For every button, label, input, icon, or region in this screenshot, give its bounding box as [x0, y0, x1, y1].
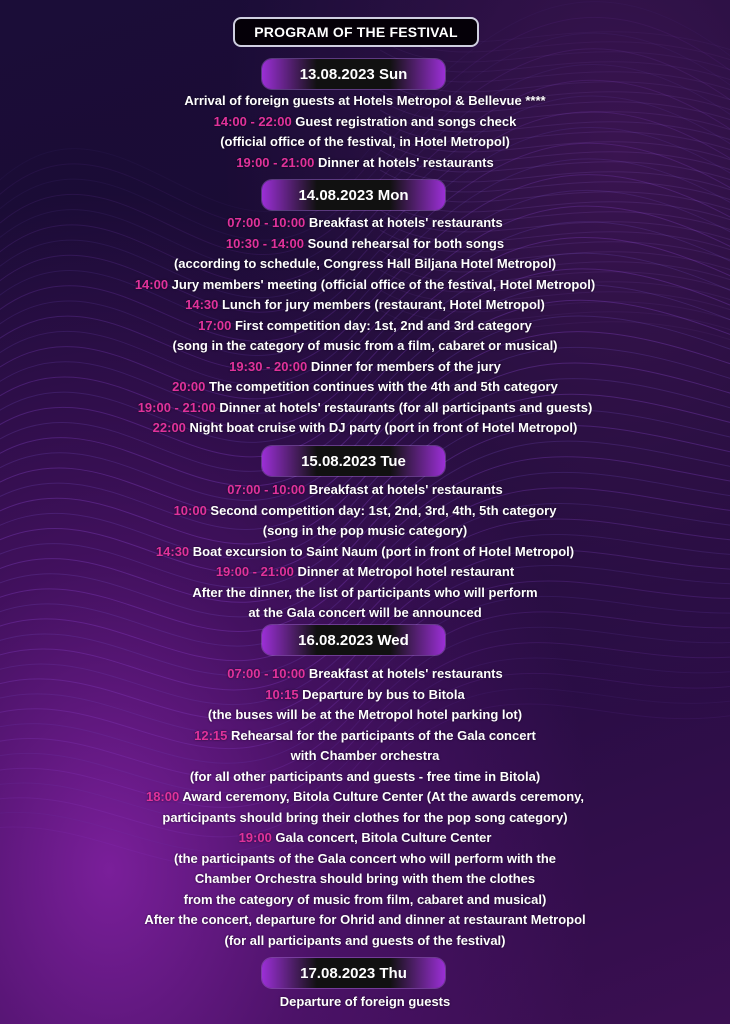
- schedule-time: 20:00: [172, 379, 206, 394]
- schedule-line: [0, 869, 730, 889]
- schedule-text: Gala concert, Bitola Culture Center: [271, 830, 492, 845]
- schedule-text: Dinner at hotels' restaurants: [314, 154, 494, 170]
- schedule-time: 19:30 - 20:00: [229, 358, 308, 374]
- schedule-line: [0, 828, 730, 848]
- schedule-line: [0, 480, 730, 500]
- schedule-line: [0, 910, 730, 930]
- schedule-line: [0, 992, 730, 1012]
- schedule-text: Award ceremony, Bitola Culture Center (At the awards ceremony,: [179, 789, 585, 804]
- schedule-text: (for all participants and guests of the festival): [224, 932, 506, 948]
- schedule-text: Guest registration and songs check: [291, 113, 517, 129]
- day-header: 13.08.2023 Sun: [262, 59, 445, 89]
- schedule-text: Departure of foreign guests: [279, 994, 451, 1009]
- schedule-text: at the Gala concert will be announced: [248, 605, 482, 620]
- day-header: 14.08.2023 Mon: [262, 180, 445, 210]
- schedule-text: (for all other participants and guests - free time in Bitola): [189, 768, 541, 784]
- schedule-text: (song in the pop music category): [262, 523, 468, 538]
- schedule-time: 19:00 - 21:00: [236, 154, 315, 170]
- schedule-time: 19:00 - 21:00: [215, 564, 294, 579]
- schedule-line: [0, 664, 730, 684]
- schedule-time: 17:00: [198, 317, 232, 333]
- schedule-text: Sound rehearsal for both songs: [303, 235, 505, 251]
- schedule-line: [0, 357, 730, 377]
- schedule-time: 22:00: [152, 420, 186, 435]
- schedule-time: 07:00 - 10:00: [227, 666, 306, 681]
- schedule-text: Breakfast at hotels' restaurants: [305, 666, 503, 681]
- schedule-text: (official office of the festival, in Hotel Metropol): [220, 134, 510, 149]
- schedule-time: 10:15: [265, 686, 299, 702]
- schedule-line: [0, 542, 730, 562]
- schedule-text: After the dinner, the list of participants who will perform: [192, 584, 538, 600]
- schedule-line: [0, 890, 730, 910]
- schedule-line: [0, 336, 730, 356]
- schedule-text: Boat excursion to Saint Naum (port in front of Hotel Metropol): [189, 543, 575, 559]
- schedule-text: Chamber Orchestra should bring with them the clothes: [194, 871, 536, 886]
- schedule-text: Arrival of foreign guests at Hotels Metropol & Bellevue ****: [184, 93, 546, 108]
- schedule-time: 19:00 - 21:00: [137, 399, 216, 415]
- schedule-line: [0, 112, 730, 132]
- schedule-text: Dinner at hotels' restaurants (for all participants and guests): [215, 399, 593, 415]
- schedule-time: 14:00 - 22:00: [213, 113, 292, 129]
- schedule-line: [0, 685, 730, 705]
- schedule-time: 10:30 - 14:00: [225, 235, 304, 251]
- schedule-line: [0, 726, 730, 746]
- schedule-text: Second competition day: 1st, 2nd, 3rd, 4th, 5th category: [206, 502, 557, 518]
- schedule-line: [0, 931, 730, 951]
- schedule-line: [0, 521, 730, 541]
- schedule-line: [0, 787, 730, 807]
- schedule-text: Jury members' meeting (official office of the festival, Hotel Metropol): [168, 276, 596, 292]
- schedule-text: Breakfast at hotels' restaurants: [305, 215, 503, 230]
- schedule-line: [0, 398, 730, 418]
- schedule-line: [0, 705, 730, 725]
- day-header: 16.08.2023 Wed: [262, 625, 445, 655]
- schedule-time: 19:00: [238, 830, 272, 845]
- schedule-line: [0, 808, 730, 828]
- schedule-text: Breakfast at hotels' restaurants: [305, 482, 503, 497]
- schedule-line: [0, 234, 730, 254]
- schedule-line: [0, 275, 730, 295]
- schedule-time: 07:00 - 10:00: [227, 482, 306, 497]
- schedule-time: 14:00: [134, 276, 169, 292]
- schedule-line: [0, 501, 730, 521]
- schedule-time: 12:15: [194, 727, 228, 743]
- schedule-text: from the category of music from film, cabaret and musical): [183, 891, 547, 907]
- schedule-line: [0, 295, 730, 315]
- schedule-line: [0, 603, 730, 623]
- schedule-text: The competition continues with the 4th and 5th category: [205, 379, 558, 394]
- schedule-line: [0, 767, 730, 787]
- schedule-text: First competition day: 1st, 2nd and 3rd category: [231, 317, 532, 333]
- schedule-text: (according to schedule, Congress Hall Biljana Hotel Metropol): [173, 256, 557, 271]
- schedule-text: After the concert, departure for Ohrid and dinner at restaurant Metropol: [144, 912, 586, 927]
- schedule-text: Dinner for members of the jury: [307, 358, 501, 374]
- schedule-time: 14:30: [185, 297, 219, 312]
- schedule-time: 10:00: [173, 502, 207, 518]
- schedule-time: 18:00: [145, 789, 180, 804]
- schedule-line: [0, 746, 730, 766]
- schedule-line: [0, 377, 730, 397]
- schedule-text: Departure by bus to Bitola: [298, 686, 465, 702]
- schedule-line: [0, 132, 730, 152]
- schedule-text: (song in the category of music from a film, cabaret or musical): [172, 338, 558, 353]
- schedule-text: participants should bring their clothes for the pop song category): [162, 809, 568, 825]
- day-header: 15.08.2023 Tue: [262, 446, 445, 476]
- schedule-text: Lunch for jury members (restaurant, Hotel Metropol): [218, 297, 545, 312]
- schedule-line: [0, 254, 730, 274]
- schedule-text: Night boat cruise with DJ party (port in front of Hotel Metropol): [185, 420, 578, 435]
- schedule-line: [0, 849, 730, 869]
- schedule-text: with Chamber orchestra: [290, 748, 440, 763]
- schedule-text: (the buses will be at the Metropol hotel parking lot): [207, 707, 523, 722]
- schedule-text: (the participants of the Gala concert who will perform with the: [173, 850, 557, 866]
- schedule-time: 14:30: [155, 543, 190, 559]
- schedule-line: [0, 583, 730, 603]
- page-title: PROGRAM OF THE FESTIVAL: [233, 17, 479, 47]
- schedule-text: Dinner at Metropol hotel restaurant: [293, 564, 515, 579]
- day-header: 17.08.2023 Thu: [262, 958, 445, 988]
- schedule-line: [0, 153, 730, 173]
- schedule-line: [0, 213, 730, 233]
- schedule-line: [0, 418, 730, 438]
- schedule-text: Rehearsal for the participants of the Gala concert: [227, 727, 536, 743]
- schedule-line: [0, 91, 730, 111]
- schedule-line: [0, 316, 730, 336]
- schedule-line: [0, 562, 730, 582]
- schedule-time: 07:00 - 10:00: [227, 215, 306, 230]
